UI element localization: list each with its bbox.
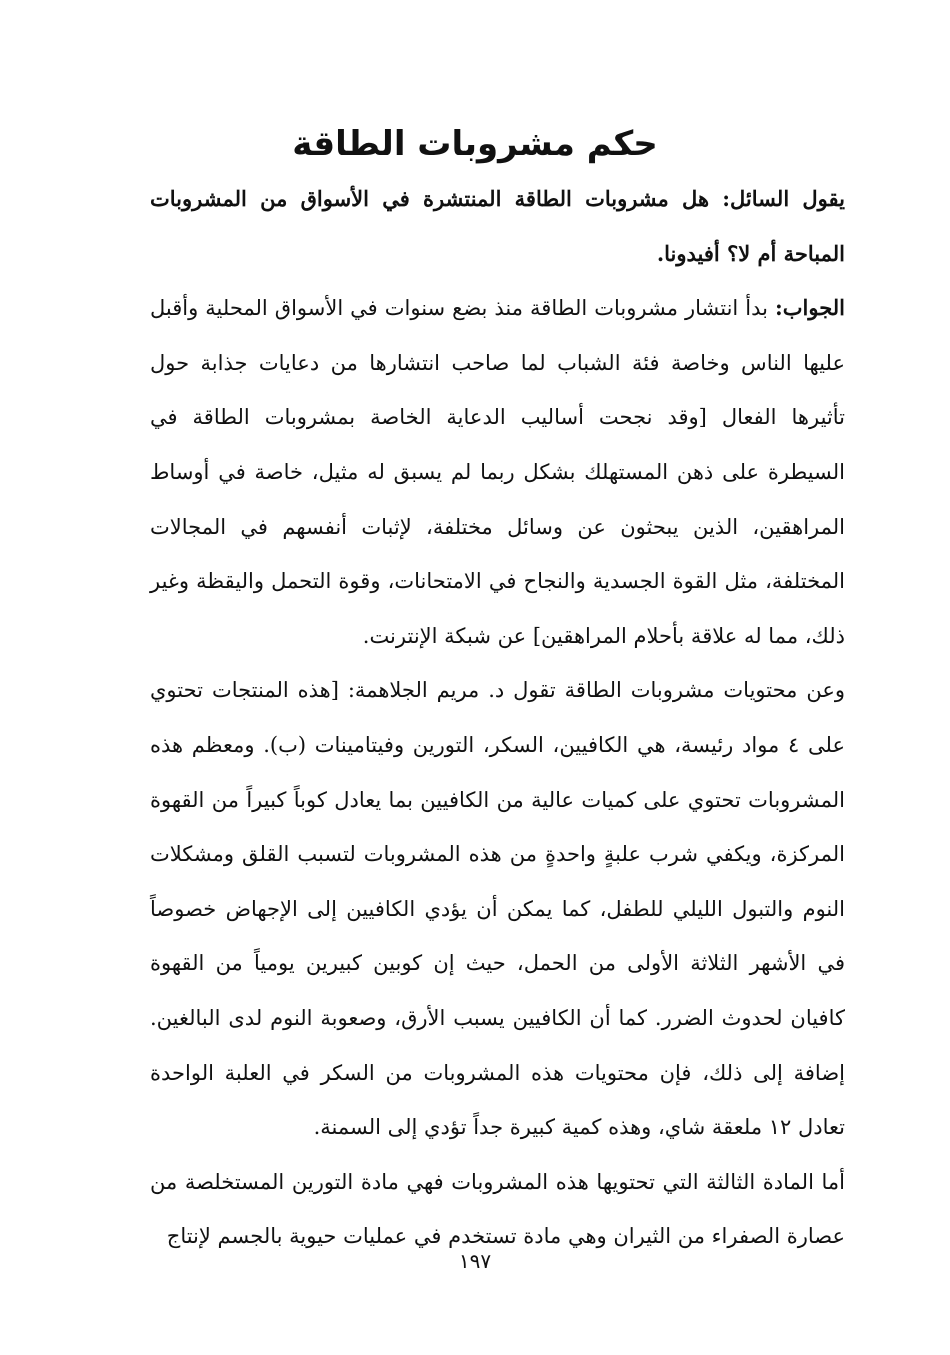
contents-paragraph: وعن محتويات مشروبات الطاقة تقول د. مريم الجلاهمة: [هذه المنتجات تحتوي على ٤ مواد رئيسة، هي الكافيين، السكر، التورين وفيتامينات (ب). ومعظم هذه المشروبات تحتوي على كميات عالية من الكافيين بما يعادل كوباً كبيراً من القهوة المركزة، ويكفي شرب علبةٍ واحدةٍ من هذه المشروبات لتسبب القلق ومشكلات النوم والتبول الليلي للطفل، كما يمكن أن يؤدي الكافيين إلى الإجهاض خصوصاً في الأشهر الثلاثة الأولى من الحمل، حيث إن كوبين كبيرين يومياً من القهوة كافيان لحدوث الضرر. كما أن الكافيين يسبب الأرق، وصعوبة النوم لدى البالغين. إضافة إلى ذلك، فإن محتويات هذه المشروبات من السكر في العلبة الواحدة تعادل ١٢ ملعقة شاي، وهذه كمية كبيرة جداً تؤدي إلى السمنة. [150, 678, 845, 1140]
taurine-paragraph: أما المادة الثالثة التي تحتويها هذه المشروبات فهي مادة التورين المستخلصة من عصارة الصفراء من الثيران وهي مادة تستخدم في عمليات حيوية بالجسم لإنتاج [150, 1169, 845, 1249]
page-number: ١٩٧ [458, 1249, 492, 1273]
answer-text: بدأ انتشار مشروبات الطاقة منذ بضع سنوات في الأسواق المحلية وأقبل عليها الناس وخاصة فئة الشباب لما صاحب انتشارها من دعايات جذابة حول تأثيرها الفعال [وقد نجحت أساليب الدعاية الخاصة بمشروبات الطاقة في السيطرة على ذهن المستهلك بشكل ربما لم يسبق له مثيل، خاصة في أوساط المراهقين، الذين يبحثون عن وسائل مختلفة، لإثبات أنفسهم في المجالات المختلفة، مثل القوة الجسدية والنجاح في الامتحانات، وقوة التحمل واليقظة وغير ذلك، مما له علاقة بأحلام المراهقين] عن شبكة الإنترنت. [150, 296, 845, 648]
answer-label: الجواب: [775, 295, 845, 321]
page-title: حكم مشروبات الطاقة [292, 124, 658, 164]
question-text: هل مشروبات الطاقة المنتشرة في الأسواق من المشروبات المباحة أم لا؟ أفيدونا. [150, 186, 845, 266]
question-label: يقول السائل: [722, 186, 845, 211]
body-text [150, 172, 845, 1264]
question-paragraph [150, 172, 845, 281]
answer-paragraph [150, 281, 845, 663]
